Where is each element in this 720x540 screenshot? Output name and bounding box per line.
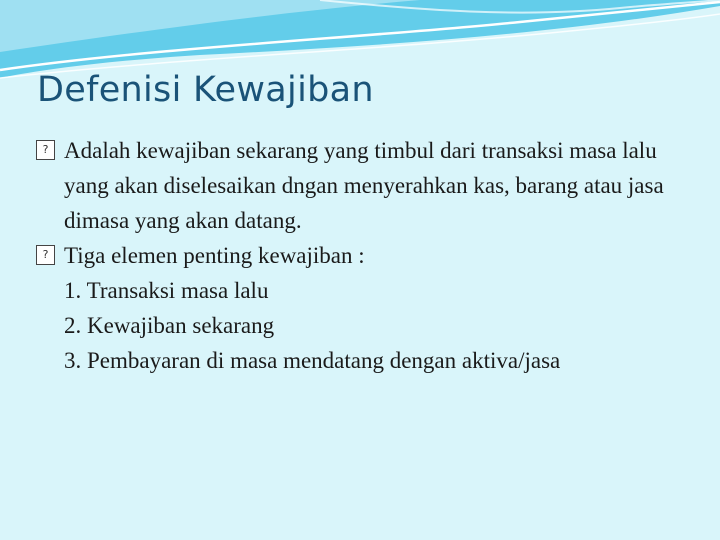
bullet-marker-icon: ? bbox=[36, 245, 55, 265]
numbered-item-3: 3. Pembayaran di masa mendatang dengan aktiva/jasa bbox=[64, 348, 561, 373]
numbered-item-2: 2. Kewajiban sekarang bbox=[64, 313, 275, 338]
slide-body bbox=[36, 133, 696, 378]
bullet-definition-text: Adalah kewajiban sekarang yang timbul dari transaksi masa lalu yang akan diselesaikan dngan menyerahkan kas, barang atau jasa dimasa yang akan datang. bbox=[64, 138, 664, 233]
slide-title: Defenisi Kewajiban bbox=[37, 70, 374, 110]
bullet-marker-icon: ? bbox=[36, 140, 55, 160]
bullet-elements bbox=[36, 238, 696, 273]
bullet-elements-text: Tiga elemen penting kewajiban : bbox=[64, 243, 365, 268]
numbered-item-1: 1. Transaksi masa lalu bbox=[64, 278, 269, 303]
bullet-definition bbox=[36, 133, 696, 238]
